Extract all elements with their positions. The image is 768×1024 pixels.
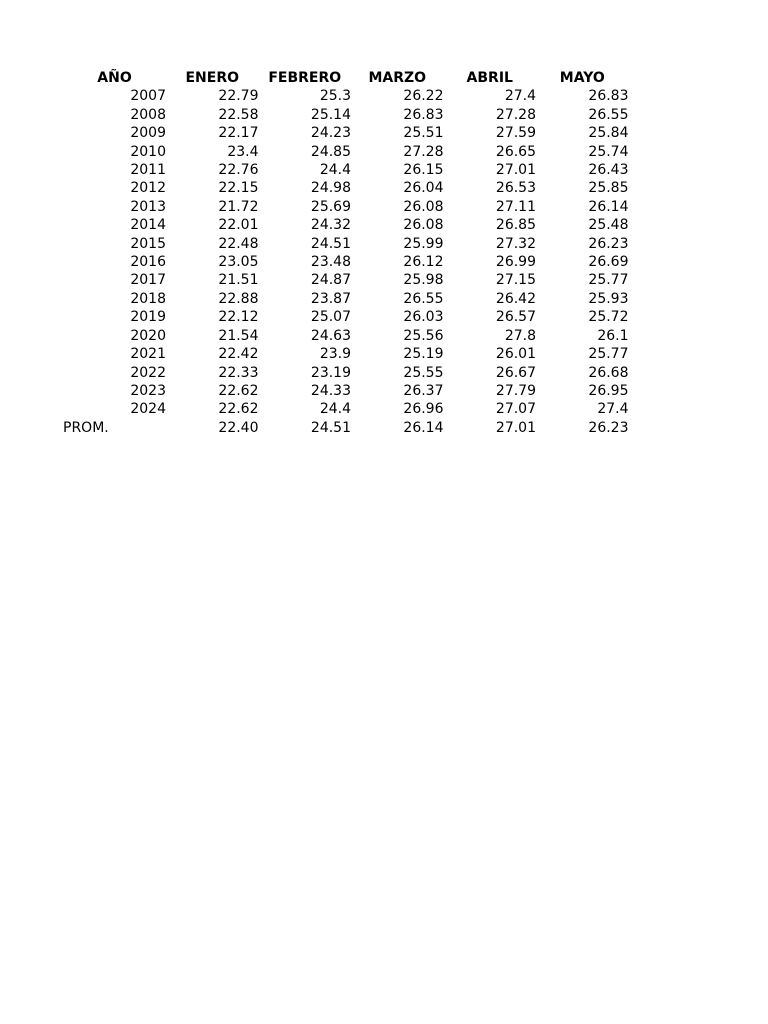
cell-febrero: 25.14: [310, 106, 351, 123]
header-row: [63, 69, 629, 87]
cell-mayo: 26.83: [588, 88, 629, 105]
cell-abril: 27.07: [495, 401, 536, 418]
cell-mayo: 27.4: [597, 401, 629, 418]
cell-abril: 26.85: [495, 217, 536, 234]
cell-abril: 26.42: [495, 290, 536, 307]
table-footer: [63, 419, 629, 437]
cell-enero: 22.76: [218, 162, 259, 179]
cell-enero: 22.88: [218, 290, 259, 307]
cell-marzo: 26.37: [403, 382, 444, 399]
cell-marzo: 25.55: [403, 364, 444, 381]
table-row: [63, 198, 629, 216]
cell-mayo: 26.69: [588, 254, 629, 271]
cell-febrero: 23.9: [319, 346, 351, 363]
cell-abril: 27.11: [495, 198, 536, 215]
cell-abril: 26.67: [495, 364, 536, 381]
cell-abril: 27.01: [495, 162, 536, 179]
cell-marzo: 25.19: [403, 346, 444, 363]
cell-febrero: 24.51: [310, 235, 351, 252]
header-abril: ABRIL: [466, 70, 513, 86]
cell-enero: 23.4: [227, 143, 259, 160]
table-row: [63, 345, 629, 363]
cell-year: 2009: [130, 125, 166, 142]
table-row: [63, 106, 629, 124]
cell-year: 2021: [130, 346, 166, 363]
cell-abril: 27.15: [495, 272, 536, 289]
table-row: [63, 179, 629, 197]
cell-enero: 21.54: [218, 327, 259, 344]
cell-mayo: 25.93: [588, 290, 629, 307]
cell-mayo: 25.84: [588, 125, 629, 142]
cell-marzo: 27.28: [403, 143, 444, 160]
cell-abril: 27.28: [495, 106, 536, 123]
cell-year: 2012: [130, 180, 166, 197]
table-header: [63, 69, 629, 87]
cell-enero: 22.62: [218, 401, 259, 418]
cell-marzo: 25.56: [403, 327, 444, 344]
cell-abril: 26.01: [495, 346, 536, 363]
cell-mayo: 26.68: [588, 364, 629, 381]
average-enero: 22.40: [218, 419, 259, 436]
cell-febrero: 24.23: [310, 125, 351, 142]
cell-marzo: 26.08: [403, 217, 444, 234]
cell-abril: 27.32: [495, 235, 536, 252]
cell-year: 2008: [130, 106, 166, 123]
cell-mayo: 26.14: [588, 198, 629, 215]
cell-year: 2020: [130, 327, 166, 344]
cell-year: 2014: [130, 217, 166, 234]
cell-marzo: 25.51: [403, 125, 444, 142]
cell-year: 2018: [130, 290, 166, 307]
cell-marzo: 26.04: [403, 180, 444, 197]
cell-mayo: 26.23: [588, 235, 629, 252]
table-row: [63, 327, 629, 345]
cell-abril: 27.8: [504, 327, 536, 344]
cell-marzo: 26.15: [403, 162, 444, 179]
cell-mayo: 26.55: [588, 106, 629, 123]
header-year: AÑO: [97, 70, 132, 86]
cell-enero: 21.72: [218, 198, 259, 215]
cell-year: 2007: [130, 88, 166, 105]
cell-enero: 22.17: [218, 125, 259, 142]
cell-marzo: 26.08: [403, 198, 444, 215]
header-febrero: FEBRERO: [268, 70, 342, 86]
table-row: [63, 290, 629, 308]
cell-marzo: 26.55: [403, 290, 444, 307]
cell-febrero: 24.87: [310, 272, 351, 289]
cell-abril: 27.59: [495, 125, 536, 142]
table-row: [63, 124, 629, 142]
table-row: [63, 161, 629, 179]
table-row: [63, 143, 629, 161]
cell-mayo: 26.1: [597, 327, 629, 344]
cell-marzo: 26.22: [403, 88, 444, 105]
cell-febrero: 24.85: [310, 143, 351, 160]
average-febrero: 24.51: [310, 419, 351, 436]
cell-febrero: 24.4: [319, 162, 351, 179]
table-body: [63, 87, 629, 418]
cell-enero: 22.62: [218, 382, 259, 399]
cell-year: 2016: [130, 254, 166, 271]
average-row: [63, 419, 629, 437]
table-row: [63, 235, 629, 253]
cell-year: 2015: [130, 235, 166, 252]
cell-febrero: 24.63: [310, 327, 351, 344]
cell-marzo: 26.96: [403, 401, 444, 418]
table-row: [63, 308, 629, 326]
cell-febrero: 23.19: [310, 364, 351, 381]
cell-year: 2011: [130, 162, 166, 179]
table-row: [63, 253, 629, 271]
cell-abril: 27.79: [495, 382, 536, 399]
cell-abril: 26.65: [495, 143, 536, 160]
cell-enero: 22.48: [218, 235, 259, 252]
table-row: [63, 364, 629, 382]
cell-febrero: 24.32: [310, 217, 351, 234]
cell-enero: 22.15: [218, 180, 259, 197]
average-label: PROM.: [63, 419, 109, 436]
cell-febrero: 25.3: [319, 88, 351, 105]
cell-mayo: 25.74: [588, 143, 629, 160]
cell-abril: 27.4: [504, 88, 536, 105]
cell-febrero: 23.87: [310, 290, 351, 307]
cell-mayo: 26.43: [588, 162, 629, 179]
cell-febrero: 23.48: [310, 254, 351, 271]
cell-enero: 22.01: [218, 217, 259, 234]
monthly-data-table: [63, 69, 629, 437]
cell-enero: 21.51: [218, 272, 259, 289]
cell-mayo: 25.72: [588, 309, 629, 326]
cell-abril: 26.57: [495, 309, 536, 326]
cell-febrero: 24.4: [319, 401, 351, 418]
cell-mayo: 25.77: [588, 346, 629, 363]
cell-mayo: 26.95: [588, 382, 629, 399]
cell-year: 2010: [130, 143, 166, 160]
cell-enero: 22.58: [218, 106, 259, 123]
cell-mayo: 25.48: [588, 217, 629, 234]
cell-marzo: 26.83: [403, 106, 444, 123]
cell-febrero: 24.98: [310, 180, 351, 197]
cell-enero: 22.79: [218, 88, 259, 105]
cell-enero: 22.33: [218, 364, 259, 381]
cell-year: 2013: [130, 198, 166, 215]
table-row: [63, 271, 629, 289]
cell-enero: 22.12: [218, 309, 259, 326]
average-marzo: 26.14: [403, 419, 444, 436]
cell-febrero: 25.69: [310, 198, 351, 215]
cell-febrero: 24.33: [310, 382, 351, 399]
cell-marzo: 25.99: [403, 235, 444, 252]
cell-abril: 26.53: [495, 180, 536, 197]
header-marzo: MARZO: [368, 70, 427, 86]
cell-febrero: 25.07: [310, 309, 351, 326]
cell-enero: 23.05: [218, 254, 259, 271]
cell-abril: 26.99: [495, 254, 536, 271]
cell-mayo: 25.77: [588, 272, 629, 289]
cell-year: 2024: [130, 401, 166, 418]
table-row: [63, 216, 629, 234]
cell-year: 2023: [130, 382, 166, 399]
average-mayo: 26.23: [588, 419, 629, 436]
table-row: [63, 382, 629, 400]
cell-year: 2017: [130, 272, 166, 289]
header-enero: ENERO: [185, 70, 240, 86]
cell-marzo: 26.12: [403, 254, 444, 271]
cell-mayo: 25.85: [588, 180, 629, 197]
table-row: [63, 400, 629, 418]
cell-marzo: 25.98: [403, 272, 444, 289]
cell-marzo: 26.03: [403, 309, 444, 326]
cell-year: 2022: [130, 364, 166, 381]
header-mayo: MAYO: [559, 70, 605, 86]
cell-year: 2019: [130, 309, 166, 326]
average-abril: 27.01: [495, 419, 536, 436]
cell-enero: 22.42: [218, 346, 259, 363]
table-row: [63, 87, 629, 105]
